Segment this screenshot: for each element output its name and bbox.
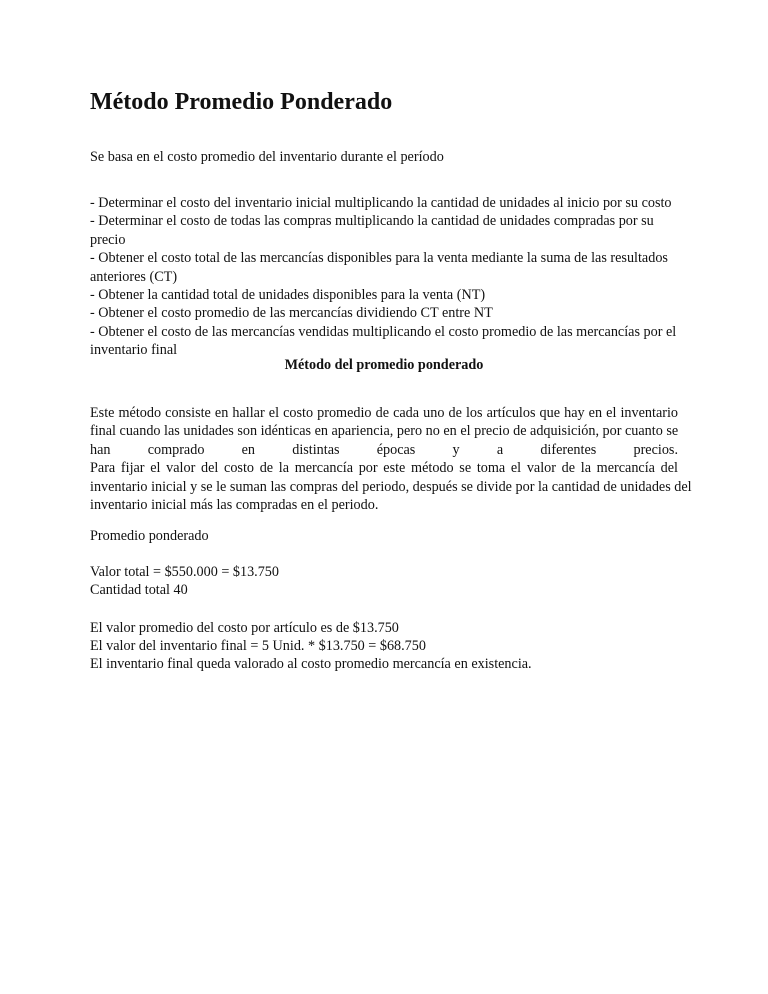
step-line: - Determinar el costo del inventario inicial multiplicando la cantidad de unidades al inicio por su costo — [90, 195, 672, 211]
cantidad-total-line: Cantidad total 40 — [90, 582, 188, 598]
paragraph-line: inventario inicial y se le suman las compras del periodo, después se divide por la cantidad de unidades del — [90, 479, 692, 495]
page-title: Método Promedio Ponderado — [90, 89, 393, 115]
valor-total-line: Valor total = $550.000 = $13.750 — [90, 564, 279, 580]
result-line: El valor promedio del costo por artículo es de $13.750 — [90, 620, 399, 636]
step-line: - Obtener la cantidad total de unidades disponibles para la venta (NT) — [90, 287, 486, 304]
step-line: anteriores (CT) — [90, 268, 178, 285]
section-subtitle: Método del promedio ponderado — [284, 357, 484, 373]
step-line: - Obtener el costo promedio de las mercancías dividiendo CT entre NT — [90, 305, 493, 322]
paragraph-line: han comprado en distintas épocas y a diferentes precios. — [90, 442, 678, 458]
paragraph-line: inventario inicial más las compradas en el periodo. — [90, 497, 379, 513]
steps-list — [90, 194, 690, 360]
paragraph-line: Este método consiste en hallar el costo promedio de cada uno de los artículos que hay en el inventario — [90, 405, 678, 421]
intro-text: Se basa en el costo promedio del inventario durante el período — [90, 149, 444, 165]
step-line: - Determinar el costo de todas las compras multiplicando la cantidad de unidades compradas por su precio — [90, 213, 654, 248]
paragraph-line: Para fijar el valor del costo de la mercancía por este método se toma el valor de la mercancía del — [90, 460, 678, 476]
paragraph-line: final cuando las unidades son idénticas en apariencia, pero no en el precio de adquisición, por cuanto se — [90, 423, 679, 439]
result-line: El valor del inventario final = 5 Unid. * $13.750 = $68.750 — [90, 638, 426, 654]
result-line: El inventario final queda valorado al costo promedio mercancía en existencia. — [90, 656, 532, 672]
step-line: - Obtener el costo de las mercancías vendidas multiplicando el costo promedio de las mercancías por el — [90, 323, 677, 340]
promedio-label: Promedio ponderado — [90, 528, 209, 544]
step-line: - Obtener el costo total de las mercancías disponibles para la venta mediante la suma de las resultados — [90, 250, 668, 267]
step-line: inventario final — [90, 342, 178, 359]
